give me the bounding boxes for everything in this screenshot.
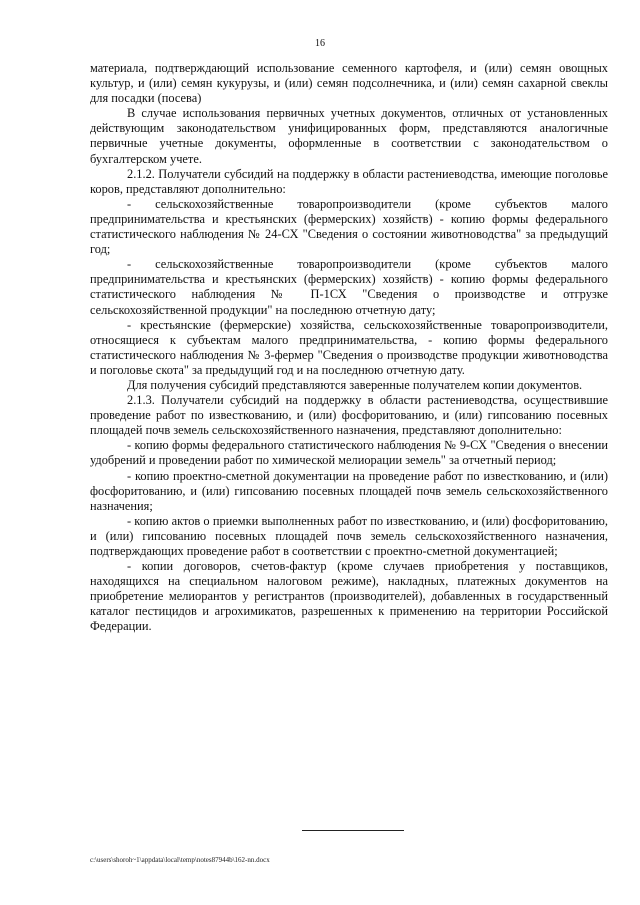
footer-divider — [302, 830, 404, 831]
list-item-contracts: - копии договоров, счетов-фактур (кроме случаев приобретения у поставщиков, находящихся на специальном налоговом режиме), накладных, платежных документов на приобретение мелиорантов у регистрантов (производителей), добавленных в государственный каталог пестицидов и агрохимикатов, разрешенных к применению на территории Российской Федерации. — [90, 559, 608, 634]
list-item-design-docs: - копию проектно-сметной документации на проведение работ по известкованию, и (или) фосфоритованию, и (или) гипсованию посевных площадей почв земель сельскохозяйственного назначения; — [90, 468, 608, 513]
paragraph-certified-copies: Для получения субсидий представляются заверенные получателем копии документов. — [127, 377, 583, 392]
paragraph-2-1-3: 2.1.3. Получатели субсидий на поддержку в области растениеводства, осуществившие проведение работ по известкованию, и (или) фосфоритованию, и (или) гипсованию посевных площадей почв земель сельскохозяйственного назначения, представляют дополнительно: — [90, 393, 608, 438]
list-item-3-fermer: - крестьянские (фермерские) хозяйства, сельскохозяйственные товаропроизводители, относящиеся к субъектам малого предпринимательства, - копию формы федерального статистического наблюдения № 3-фермер "Сведения о производстве продукции животноводства и поголовье скота" за предыдущий год и на последнюю отчетную дату. — [90, 317, 608, 377]
list-item-p-1sh: - сельскохозяйственные товаропроизводители (кроме субъектов малого предпринимательства и крестьянских (фермерских) хозяйств) - копию формы федерального статистического наблюдения № П-1СХ "Сведения о производстве и отгрузке сельскохозяйственной продукции" на последнюю отчетную дату; — [90, 257, 608, 317]
footer-file-path: c:\users\shoroh~1\appdata\local\temp\notes87944b\162-nn.docx — [90, 856, 270, 864]
list-item-acceptance-acts: - копию актов о приемки выполненных работ по известкованию, и (или) фосфоритованию, и (или) гипсованию посевных площадей почв земель сельскохозяйственного назначения, подтверждающих проведение работ в соответствии с проектно-сметной документацией; — [90, 513, 608, 558]
paragraph-primary-documents: В случае использования первичных учетных документов, отличных от установленных действующим законодательством унифицированных форм, представляются аналогичные первичные учетные документы, оформленные в соответствии с законодательством о бухгалтерском учете. — [90, 106, 608, 166]
list-item-24-sh: - сельскохозяйственные товаропроизводители (кроме субъектов малого предпринимательства и крестьянских (фермерских) хозяйств) - копию формы федерального статистического наблюдения № 24-СХ "Сведения о состоянии животноводства" за предыдущий год; — [90, 196, 608, 257]
paragraph-continuation: материала, подтверждающий использование семенного картофеля, и (или) семян овощных культур, и (или) семян кукурузы, и (или) семян подсолнечника, и (или) семян сахарной свеклы для посадки (посева) — [90, 61, 608, 106]
list-item-9-sh: - копию формы федерального статистического наблюдения № 9-СХ "Сведения о внесении удобрений и проведении работ по химической мелиорации земель" за отчетный период; — [90, 438, 608, 468]
document-body — [90, 61, 608, 635]
paragraph-2-1-2: 2.1.2. Получатели субсидий на поддержку в области растениеводства, имеющие поголовье коров, представляют дополнительно: — [90, 166, 608, 196]
page-number: 16 — [315, 38, 325, 49]
